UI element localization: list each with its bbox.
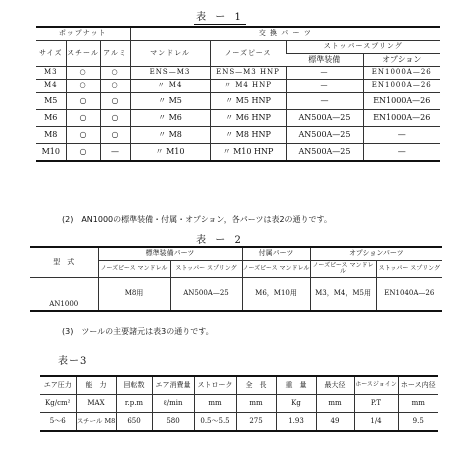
- table1-cell: ○: [66, 80, 100, 93]
- table1-row: [36, 80, 440, 93]
- table3-cell: mm: [236, 395, 276, 413]
- table1-row: [36, 127, 440, 144]
- table2-title: 表 ー 2: [150, 231, 290, 248]
- table1-cell: AN500A—25: [286, 127, 363, 144]
- table1-cell: ○: [100, 127, 130, 144]
- table1-h-mandrel: マンドレル: [130, 41, 210, 67]
- table1-row: [36, 67, 440, 80]
- table1-cell: ○: [100, 80, 130, 93]
- table1-row: [36, 110, 440, 127]
- table3-cell: mm: [194, 395, 236, 413]
- table3-headers-row: [40, 376, 438, 395]
- table1-cell: M4: [36, 80, 66, 93]
- paragraph-3: (3) ツールの主要諸元は表3の通りです。: [62, 327, 214, 336]
- table3-cell: mm: [398, 395, 438, 413]
- paragraph-2: (2) AN1000の標準装備・付属・オプション，各パーツは表2の通りです。: [62, 215, 332, 224]
- table1-cell: 〃 M8: [130, 127, 210, 144]
- table1-cell: M5: [36, 93, 66, 110]
- table1-cell: ENS—M3: [130, 67, 210, 80]
- table3-cell: P.T: [354, 395, 398, 413]
- table1-cell: —: [286, 80, 363, 93]
- table3-cell: 275: [236, 413, 276, 432]
- table3-cell: ホース内径: [398, 376, 438, 395]
- table2: [30, 246, 442, 312]
- table1-cell: M3: [36, 67, 66, 80]
- table1-cell: —: [363, 144, 440, 162]
- table1-cell: ○: [100, 110, 130, 127]
- table3-row-row: [40, 413, 438, 432]
- table3-cell: mm: [316, 395, 354, 413]
- table2-sub-nose-2: ノーズピース マンドレル: [242, 261, 310, 278]
- table1-cell: AN500A—25: [286, 110, 363, 127]
- table2-row-cell: EN1040A—26: [376, 278, 442, 312]
- table1: [36, 26, 440, 162]
- table1-cell: EN1000A—26: [363, 93, 440, 110]
- table1-group-parts: 交 換 パ ー ツ: [130, 27, 440, 41]
- table1-cell: 〃 M5 HNP: [210, 93, 286, 110]
- table1-h-standard: 標準装備: [286, 54, 363, 67]
- table1-cell: ○: [66, 67, 100, 80]
- table3-cell: ホースジョイン: [354, 376, 398, 395]
- table2-row-cell: M6，M10用: [242, 278, 310, 312]
- table1-cell: ○: [100, 93, 130, 110]
- table1-cell: EN1000A—26: [363, 80, 440, 93]
- table3-cell: 1/4: [354, 413, 398, 432]
- table3-cell: 全 長: [236, 376, 276, 395]
- table3-cell: r.p.m: [116, 395, 152, 413]
- table3-cell: 能 力: [76, 376, 116, 395]
- table1-cell: —: [100, 144, 130, 162]
- table3-cell: エア消費量: [152, 376, 194, 395]
- table1-cell: AN500A—25: [286, 144, 363, 162]
- table3-cell: スチール M8: [76, 413, 116, 432]
- table2-h-accessory: 付属パーツ: [242, 247, 310, 261]
- table1-cell: 〃 M4: [130, 80, 210, 93]
- table1-cell: ○: [66, 110, 100, 127]
- table2-sub-spring-1: ストッパー スプリング: [170, 261, 242, 278]
- table1-h-steel: スチール: [66, 41, 100, 67]
- table2-row-model: AN1000: [30, 278, 98, 312]
- table1-cell: 〃 M5: [130, 93, 210, 110]
- table2-row-cell: M8用: [98, 278, 170, 312]
- table2-h-option: オプションパーツ: [310, 247, 442, 261]
- table1-cell: 〃 M6: [130, 110, 210, 127]
- table3-cell: ストローク: [194, 376, 236, 395]
- table1-cell: 〃 M4 HNP: [210, 80, 286, 93]
- table3-cell: エア圧力: [40, 376, 76, 395]
- table1-h-option: オプション: [363, 54, 440, 67]
- table3-units-row: [40, 395, 438, 413]
- table1-h-size: サイズ: [36, 41, 66, 67]
- table1-cell: 〃 M10 HNP: [210, 144, 286, 162]
- table3-cell: 最大径: [316, 376, 354, 395]
- table3-cell: 0.5〜5.5: [194, 413, 236, 432]
- table3-cell: 650: [116, 413, 152, 432]
- table1-h-spring: ストッパースプリング: [286, 41, 440, 54]
- table3-cell: 回転数: [116, 376, 152, 395]
- table1-row: [36, 144, 440, 162]
- table2-sub-spring-2: ストッパー スプリング: [376, 261, 442, 278]
- table1-cell: ○: [66, 144, 100, 162]
- table3-title: 表ー3: [58, 356, 88, 367]
- table1-cell: 〃 M6 HNP: [210, 110, 286, 127]
- table2-h-model: 型 式: [30, 247, 98, 278]
- table1-cell: EN1000A—26: [363, 67, 440, 80]
- table2-row-cell: M3，M4，M5用: [310, 278, 376, 312]
- table1-title: 表 ー 1: [150, 8, 290, 25]
- table1-cell: M10: [36, 144, 66, 162]
- table1-cell: ENS—M3 HNP: [210, 67, 286, 80]
- table3-cell: 49: [316, 413, 354, 432]
- table1-cell: M8: [36, 127, 66, 144]
- table1-cell: 〃 M8 HNP: [210, 127, 286, 144]
- table1-cell: 〃 M10: [130, 144, 210, 162]
- table1-group-popnut: ポップナット: [36, 27, 130, 41]
- table1-cell: —: [286, 67, 363, 80]
- table1-h-nose: ノーズピース: [210, 41, 286, 67]
- table1-cell: ○: [100, 67, 130, 80]
- table2-sub-nose-3: ノーズピース マンドレル: [310, 261, 376, 278]
- table1-cell: ○: [66, 93, 100, 110]
- table2-sub-nose-1: ノーズピース マンドレル: [98, 261, 170, 278]
- table3-cell: 1.93: [276, 413, 316, 432]
- table3-cell: MAX: [76, 395, 116, 413]
- table3-cell: Kg: [276, 395, 316, 413]
- table1-cell: ○: [66, 127, 100, 144]
- table3-cell: 9.5: [398, 413, 438, 432]
- table1-cell: —: [286, 93, 363, 110]
- table3-cell: 580: [152, 413, 194, 432]
- table3-cell: Kg/cm²: [40, 395, 76, 413]
- table3-cell: 重 量: [276, 376, 316, 395]
- table1-row: [36, 93, 440, 110]
- table1-h-alu: アルミ: [100, 41, 130, 67]
- table3-cell: ℓ/min: [152, 395, 194, 413]
- table2-h-standard: 標準装備パーツ: [98, 247, 242, 261]
- table3-cell: 5〜6: [40, 413, 76, 432]
- table1-cell: EN1000A—26: [363, 110, 440, 127]
- table1-cell: M6: [36, 110, 66, 127]
- table1-cell: —: [363, 127, 440, 144]
- table3: [40, 375, 438, 432]
- table2-row-cell: AN500A—25: [170, 278, 242, 312]
